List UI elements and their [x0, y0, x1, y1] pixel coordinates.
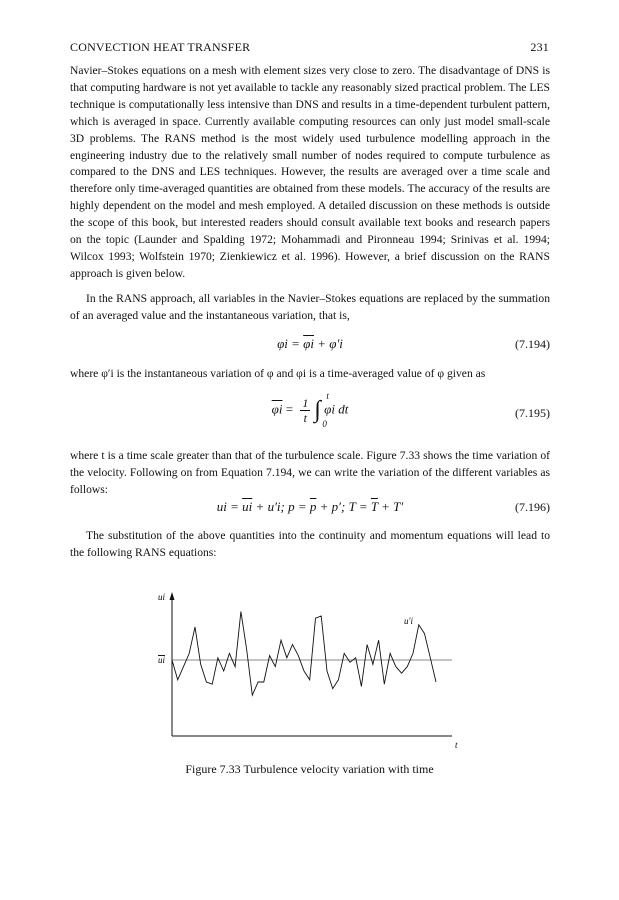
eq195-denominator: t	[303, 411, 307, 425]
eq195-fraction	[300, 396, 310, 425]
body-paragraph-5: The substitution of the above quantities into the continuity and momentum equations will lead to the following RANS equations:	[70, 529, 550, 559]
eq195-integrand: φi dt	[324, 401, 349, 417]
equation-number-195: (7.195)	[515, 406, 550, 420]
integral-lower-limit: 0	[322, 419, 327, 429]
equation-7-195	[70, 391, 550, 434]
body-paragraph-1: Navier–Stokes equations on a mesh with element sizes very close to zero. The disadvantage of DNS is that computing hardware is not yet available to tackle any reasonably sized practical problem. The LES technique is computationally less intensive than DNS and results in a time-dependent turbulent pattern, which is averaged in space. Currently available computing resources can only just model small-scale 3D problems. The RANS method is the most widely used turbulence modelling approach in the engineering industry due to the relatively small number of nodes required to compute turbulence as compared to the DNS and LES techniques. However, the results are averaged over a time scale and therefore only time-averaged quantities are obtained from these models. The accuracy of the results are highly dependent on the model and mesh employed. A detailed discussion on these methods is outside the scope of this book, but interested readers should consult available text books and research papers on the topic (Launder and Spalding 1972; Mohammadi and Pironneau 1994; Srinivas et al. 1994; Wilcox 1993; Wolfstein 1970; Zienkiewicz et al. 1996). However, a brief discussion on the RANS approach is given below.	[70, 64, 550, 280]
eq195-lhs: $\overline{\varphi i}$	[271, 401, 283, 417]
x-axis-label: t	[455, 740, 458, 750]
body-paragraph-4: where t is a time scale greater than that of the turbulence scale. Figure 7.33 shows the time variation of the velocity. Following on from Equation 7.194, we can write the variation of the different variables as follows:	[70, 449, 550, 496]
body-paragraph-2: In the RANS approach, all variables in the Navier–Stokes equations are replaced by the summation of an averaged value and the instantaneous variation, that is,	[70, 292, 550, 322]
body-paragraph-3: where φ′i is the instantaneous variation of φ and φi is a time-averaged value of φ given as	[70, 367, 486, 380]
equation-7-196	[70, 497, 550, 521]
equation-number-196: (7.196)	[515, 500, 550, 514]
mean-label: ui	[158, 655, 166, 665]
integral-upper-limit: t	[326, 391, 329, 401]
eq195-equals: =	[282, 401, 297, 417]
eq196-part2: + u′i; p =	[252, 499, 310, 514]
integral-sign: ∫ t 0	[314, 391, 329, 429]
turbulence-figure	[0, 580, 619, 780]
running-header-title: CONVECTION HEAT TRANSFER	[70, 40, 251, 54]
eq194-lhs: φi =	[277, 336, 304, 351]
y-axis-arrow	[170, 592, 175, 600]
eq194-rhs: + φ′i	[313, 336, 343, 351]
fluctuation-label: u′i	[404, 616, 413, 626]
eq196-part4: + T′	[377, 499, 404, 514]
y-axis-label: ui	[158, 592, 166, 602]
figure-caption: Figure 7.33 Turbulence velocity variation with time	[185, 762, 434, 776]
eq195-numerator: 1	[302, 396, 309, 410]
eq196-part1: ui =	[216, 499, 243, 514]
eq194-avg: $\overline{\varphi i}$	[303, 336, 314, 351]
equation-number-194: (7.194)	[515, 337, 550, 351]
eq196-part3: + p′; T =	[316, 499, 371, 514]
eq196-ubar: $\overline{ui}$	[242, 499, 253, 514]
page-number: 231	[530, 40, 549, 54]
equation-7-194	[70, 334, 550, 358]
eq196-pbar: $\overline{p}$	[309, 499, 317, 514]
eq196-tbar: $\overline{T}$	[370, 499, 378, 514]
velocity-series-line	[172, 612, 436, 696]
